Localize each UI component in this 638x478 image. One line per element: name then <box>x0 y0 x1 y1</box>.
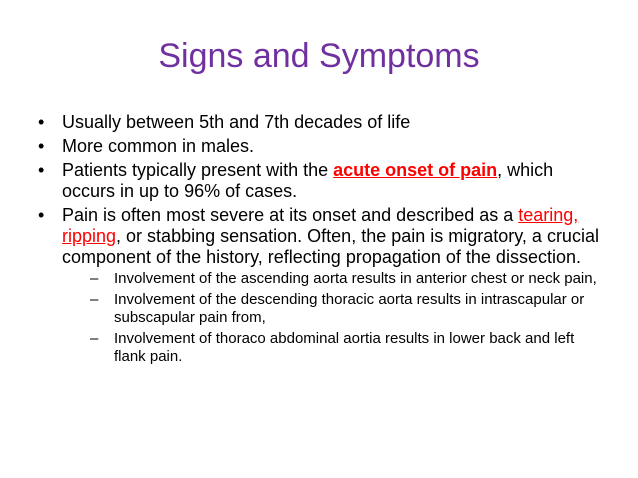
bullet-marker: • <box>38 136 45 156</box>
sub-bullet-text: Involvement of the descending thoracic aorta results in intrascapular or subscapular pain from, <box>114 291 585 326</box>
bullet-text-before: Pain is often most severe at its onset and described as a <box>62 205 519 225</box>
bullet-marker: • <box>38 112 45 132</box>
bullet-text-before: Patients typically present with the <box>62 160 334 180</box>
bullet-marker: • <box>38 160 45 180</box>
sub-bullet-item <box>90 291 606 327</box>
bullet-text: Usually between 5th and 7th decades of life <box>62 112 411 132</box>
sub-bullet-item <box>90 330 606 366</box>
sub-bullet-list <box>62 270 606 366</box>
slide-title: Signs and Symptoms <box>158 37 480 75</box>
bullet-text-after: , which occurs in up to 96% of cases. <box>62 160 554 201</box>
dash-marker: – <box>90 291 99 308</box>
highlighted-text: acute onset of pain <box>333 160 498 180</box>
bullet-item <box>36 112 606 133</box>
dash-marker: – <box>90 270 99 287</box>
bullet-item <box>36 160 606 202</box>
bullet-marker: • <box>38 205 45 225</box>
sub-bullet-item <box>90 270 606 288</box>
bullet-list <box>36 112 606 369</box>
bullet-text-after: , or stabbing sensation. Often, the pain is migratory, a crucial component of the history, reflecting propagation of the dissection. <box>62 226 599 267</box>
sub-bullet-text: Involvement of thoraco abdominal aortia results in lower back and left flank pain. <box>114 330 575 365</box>
bullet-text: More common in males. <box>62 136 255 156</box>
bullet-item <box>36 136 606 157</box>
dash-marker: – <box>90 330 99 347</box>
sub-bullet-text: Involvement of the ascending aorta results in anterior chest or neck pain, <box>114 270 597 287</box>
highlighted-text: tearing, ripping <box>62 205 579 246</box>
bullet-item <box>36 205 606 366</box>
